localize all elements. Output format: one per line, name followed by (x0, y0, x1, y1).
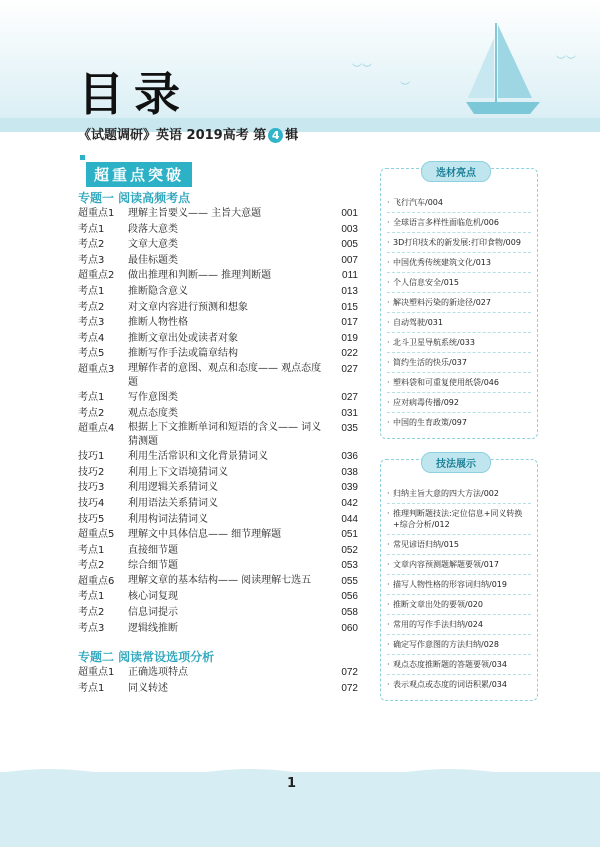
toc-entry[interactable] (78, 315, 358, 331)
toc-entry-label: 超重点5 (78, 529, 115, 541)
highlights-tag: 选材亮点 (421, 161, 491, 182)
toc-entry-label: 技巧1 (78, 451, 105, 463)
toc-entry[interactable] (78, 206, 358, 222)
toc-entry-label: 技巧5 (78, 513, 105, 525)
topic2-heading[interactable]: 专题二 阅读常设选项分析 (78, 650, 215, 665)
toc-entry-label: 考点5 (78, 348, 105, 360)
toc-entry[interactable] (78, 480, 358, 496)
sidebar-item[interactable]: · 观点态度推断题的答题要领/034 (387, 655, 531, 675)
toc-entry-label: 考点1 (78, 285, 105, 297)
issue-number-badge: 4 (268, 128, 283, 143)
toc-entry-title: 逻辑线推断 (128, 622, 178, 634)
toc-entry-page: 053 (341, 560, 358, 572)
bird-icon: ︶︶ (556, 56, 576, 67)
toc-entry[interactable] (78, 268, 358, 284)
toc-entry-label: 考点4 (78, 332, 105, 344)
toc-entry-page: 072 (341, 682, 358, 694)
toc-entry-page: 042 (341, 497, 358, 509)
sidebar-item[interactable]: · 文章内容预测题解题要领/017 (387, 555, 531, 575)
toc-entry[interactable] (78, 465, 358, 481)
toc-entry-title: 写作意图类 (128, 391, 178, 403)
footer-band (0, 772, 600, 847)
sidebar-item[interactable]: · 个人信息安全/015 (387, 273, 531, 293)
toc-entry-title: 推断隐含意义 (128, 285, 188, 297)
toc-entry-label: 超重点1 (78, 667, 115, 679)
toc-entry-page: 027 (341, 391, 358, 403)
techniques-list (387, 484, 531, 694)
toc-entry-title: 理解文中具体信息—— 细节理解题 (128, 529, 282, 541)
toc-entry-page: 044 (341, 513, 358, 525)
sidebar-item[interactable]: · 归纳主旨大意的四大方法/002 (387, 484, 531, 504)
toc-entry-page: 013 (341, 285, 358, 297)
toc-entry-page: 015 (341, 301, 358, 313)
toc-entry-title: 文章大意类 (128, 239, 178, 251)
toc-entry-label: 考点3 (78, 254, 105, 266)
highlights-list (387, 193, 531, 432)
toc-entry-page: 007 (341, 254, 358, 266)
toc-entry[interactable] (78, 406, 358, 422)
toc-entry-title: 推断文章出处或读者对象 (128, 332, 238, 344)
toc-entry[interactable] (78, 346, 358, 362)
topic1-heading[interactable]: 专题一 阅读高频考点 (78, 191, 191, 205)
toc-entry[interactable] (78, 512, 358, 528)
toc-entry[interactable] (78, 222, 358, 238)
toc-entry-page: 022 (341, 348, 358, 360)
sidebar-item[interactable]: · 推理判断题技法:定位信息+同义转换+综合分析/012 (387, 504, 531, 535)
toc-entry-page: 052 (341, 544, 358, 556)
toc-entry-label: 考点3 (78, 317, 105, 329)
topic1-list (78, 206, 358, 636)
toc-entry-page: 011 (342, 270, 358, 282)
toc-entry-label: 技巧3 (78, 482, 105, 494)
toc-entry[interactable] (78, 543, 358, 559)
toc-entry-title: 直接细节题 (128, 544, 178, 556)
toc-entry-title: 综合细节题 (128, 560, 178, 572)
toc-entry-title: 对文章内容进行预测和想象 (128, 301, 248, 313)
toc-entry[interactable] (78, 681, 358, 697)
subtitle-suffix: 辑 (285, 128, 299, 143)
toc-entry-title: 理解作者的意图、观点和态度—— 观点态度题 (128, 362, 322, 388)
toc-entry[interactable] (78, 449, 358, 465)
toc-entry-label: 考点1 (78, 391, 105, 403)
toc-entry-page: 072 (341, 667, 358, 679)
sidebar-item[interactable]: · 3D打印技术的新发展:打印食物/009 (387, 233, 531, 253)
toc-entry-page: 058 (341, 607, 358, 619)
toc-entry[interactable] (78, 331, 358, 347)
toc-entry-title: 同义转述 (128, 682, 168, 694)
toc-entry-label: 考点2 (78, 560, 105, 572)
bird-icon: ︶ (400, 82, 410, 93)
sidebar (380, 168, 538, 721)
toc-entry-title: 利用逻辑关系猜词义 (128, 482, 218, 494)
toc-entry-title: 推断写作手法或篇章结构 (128, 348, 238, 360)
toc-entry[interactable] (78, 237, 358, 253)
toc-entry-label: 考点1 (78, 682, 105, 694)
toc-entry[interactable] (78, 574, 358, 590)
toc-entry-title: 正确选项特点 (128, 667, 188, 679)
toc-entry-label: 超重点2 (78, 270, 115, 282)
toc-entry-title: 利用构词法猜词义 (128, 513, 208, 525)
toc-entry[interactable] (78, 665, 358, 681)
page-title: 目录 (78, 67, 190, 121)
sidebar-item[interactable]: · 描写人物性格的形容词归纳/019 (387, 575, 531, 595)
toc-entry-page: 055 (341, 575, 358, 587)
page-number: 1 (287, 776, 297, 791)
toc-entry-title: 根据上下文推断单词和短语的含义—— 词义猜测题 (128, 422, 322, 448)
toc-entry[interactable] (78, 390, 358, 406)
subtitle-prefix: 《试题调研》英语 2019高考 第 (78, 128, 267, 143)
toc-entry-title: 观点态度类 (128, 407, 178, 419)
toc-entry[interactable] (78, 362, 358, 390)
toc-entry-label: 考点2 (78, 607, 105, 619)
sidebar-item[interactable]: · 塑料袋和可重复使用纸袋/046 (387, 373, 531, 393)
page-subtitle (78, 124, 298, 143)
sidebar-item[interactable]: · 常见谚语归纳/015 (387, 535, 531, 555)
toc-entry[interactable] (78, 496, 358, 512)
toc-entry-title: 理解文章的基本结构—— 阅读理解七选五 (128, 574, 312, 586)
toc-entry-page: 036 (341, 451, 358, 463)
toc-entry-label: 超重点1 (78, 208, 115, 219)
sidebar-item[interactable]: · 中国的生育政策/097 (387, 413, 531, 432)
toc-entry-page: 019 (341, 332, 358, 344)
sidebar-item[interactable]: · 北斗卫星导航系统/033 (387, 333, 531, 353)
sidebar-item[interactable]: · 表示观点或态度的词语积累/034 (387, 675, 531, 694)
toc-entry-label: 超重点6 (78, 575, 115, 587)
sidebar-item[interactable]: · 解决塑料污染的新途径/027 (387, 293, 531, 313)
toc-entry[interactable] (78, 421, 358, 449)
toc-entry-title: 理解主旨要义—— 主旨大意题 (128, 208, 262, 219)
toc-entry-title: 利用生活常识和文化背景猜词义 (128, 451, 268, 463)
toc-entry[interactable] (78, 284, 358, 300)
toc-entry[interactable] (78, 589, 358, 605)
toc-entry-page: 005 (341, 239, 358, 251)
toc-entry-page: 056 (341, 591, 358, 603)
highlights-box (380, 168, 538, 439)
sailboat-icon (440, 20, 550, 120)
sidebar-item[interactable]: · 全球语言多样性面临危机/006 (387, 213, 531, 233)
toc-entry-page: 003 (341, 223, 358, 235)
toc-entry-page: 017 (341, 317, 358, 329)
toc-entry-label: 考点1 (78, 591, 105, 603)
toc-entry-label: 超重点3 (78, 363, 115, 375)
sidebar-item[interactable]: · 中国优秀传统建筑文化/013 (387, 253, 531, 273)
topic2-list (78, 665, 358, 696)
sidebar-item[interactable]: · 应对病毒传播/092 (387, 393, 531, 413)
sidebar-item[interactable]: · 简约生活的快乐/037 (387, 353, 531, 373)
section-banner: 超重点突破 (86, 162, 192, 187)
toc-entry-label: 考点1 (78, 544, 105, 556)
sidebar-item[interactable]: · 飞行汽车/004 (387, 193, 531, 213)
sidebar-item[interactable]: · 推断文章出处的要领/020 (387, 595, 531, 615)
toc-entry-page: 027 (341, 363, 358, 375)
toc-entry-title: 段落大意类 (128, 223, 178, 235)
toc-entry-title: 核心词复现 (128, 591, 178, 603)
toc-entry-title: 最佳标题类 (128, 254, 178, 266)
toc-entry-label: 考点2 (78, 301, 105, 313)
toc-main-column (78, 162, 358, 696)
techniques-box (380, 459, 538, 701)
toc-entry-page: 038 (341, 466, 358, 478)
toc-entry-label: 技巧2 (78, 466, 105, 478)
toc-entry-label: 考点2 (78, 407, 105, 419)
techniques-tag: 技法展示 (421, 452, 491, 473)
toc-entry[interactable] (78, 621, 358, 637)
toc-entry-label: 超重点4 (78, 423, 115, 435)
toc-entry-title: 利用语法关系猜词义 (128, 497, 218, 509)
sidebar-item[interactable]: · 常用的写作手法归纳/024 (387, 615, 531, 635)
toc-entry-label: 考点3 (78, 622, 105, 634)
sidebar-item[interactable]: · 自动驾驶/031 (387, 313, 531, 333)
sidebar-item[interactable]: · 确定写作意图的方法归纳/028 (387, 635, 531, 655)
toc-entry[interactable] (78, 300, 358, 316)
toc-entry-title: 利用上下文语境猜词义 (128, 466, 228, 478)
toc-entry-page: 051 (341, 529, 358, 541)
bird-icon: ︶︶ (352, 64, 372, 75)
toc-entry-page: 035 (341, 423, 358, 435)
toc-entry-page: 031 (341, 407, 358, 419)
toc-entry-title: 做出推理和判断—— 推理判断题 (128, 270, 272, 282)
toc-entry-page: 039 (341, 482, 358, 494)
toc-entry-label: 技巧4 (78, 497, 105, 509)
toc-entry[interactable] (78, 558, 358, 574)
toc-entry[interactable] (78, 605, 358, 621)
toc-entry-title: 推断人物性格 (128, 317, 188, 329)
toc-entry-page: 001 (341, 208, 358, 219)
toc-entry[interactable] (78, 253, 358, 269)
toc-entry[interactable] (78, 527, 358, 543)
toc-entry-page: 060 (341, 622, 358, 634)
toc-entry-label: 考点2 (78, 239, 105, 251)
toc-entry-title: 信息词提示 (128, 607, 178, 619)
toc-entry-label: 考点1 (78, 223, 105, 235)
